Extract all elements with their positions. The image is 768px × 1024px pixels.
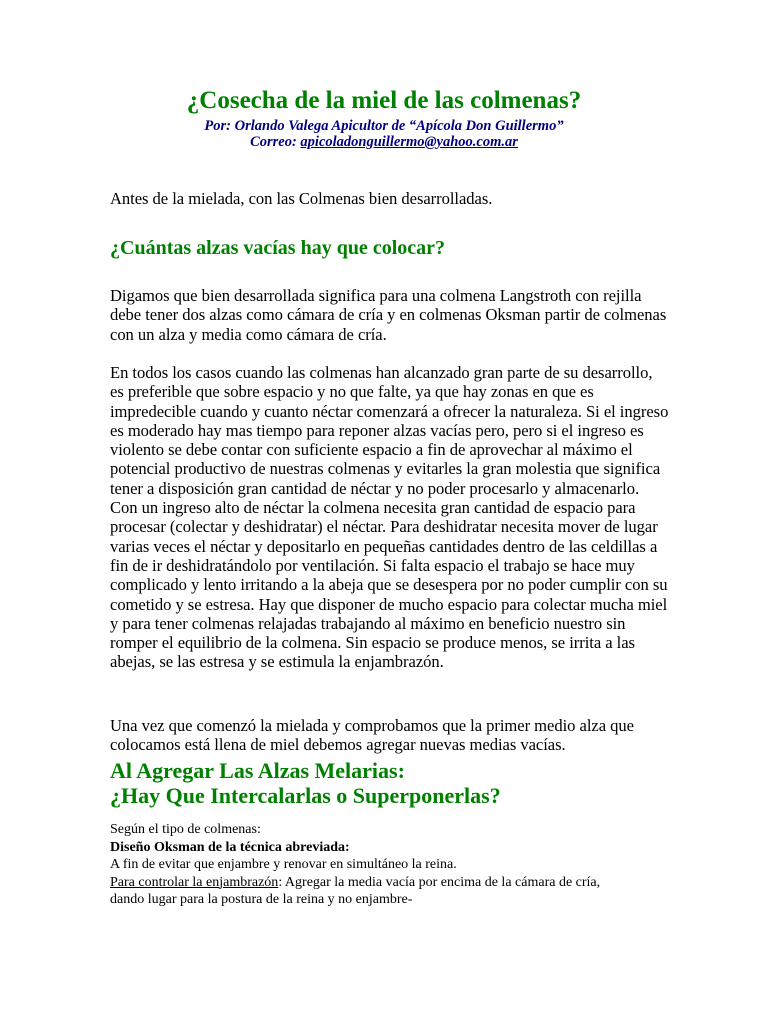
section-intro: Según el tipo de colmenas:: [110, 822, 261, 837]
control-line: [110, 874, 680, 892]
heading-alzas-vacias: ¿Cuántas alzas vacías hay que colocar?: [110, 237, 445, 259]
email-link[interactable]: apicoladonguillermo@yahoo.com.ar: [300, 134, 518, 150]
heading-agregar-alzas: [110, 758, 730, 808]
paragraph-desarrollada: Digamos que bien desarrollada significa para una colmena Langstroth con rejilla debe tener dos alzas como cámara de cría y en colmenas Oksman partir de colmenas con un alza y media como cámara de cría.: [110, 286, 667, 344]
control-line-2: dando lugar para la postura de la reina y no enjambre-: [110, 892, 413, 907]
paragraph-espacio: En todos los casos cuando las colmenas han alcanzado gran parte de su desarrollo, es preferible que sobre espacio y no que falte, ya que hay zonas en que es impredecible cuando y cuanto néctar comenzará a ofrecer la naturaleza. Si el ingreso es moderado hay mas tiempo para reponer alzas vacías pero, pero si el ingreso es violento se debe contar con suficiente espacio a fin de aprovechar al máximo el potencial productivo de nuestras colmenas y evitarles la gran molestia que significa tener a disposición gran cantidad de néctar y no poder procesarlo y almacenarlo. Con un ingreso alto de néctar la colmena necesita gran cantidad de espacio para procesar (colectar y deshidratar) el néctar. Para deshidratar necesita mover de lugar varias veces el néctar y depositarlo en pequeñas cantidades dentro de las celdillas a fin de ir deshidratándolo por ventilación. Si falta espacio el trabajo se hace muy complicado y lento irritando a la abeja que se desespera por no poder cumplir con su cometido y se estresa. Hay que disponer de mucho espacio para colectar mucha miel y para tener colmenas relajadas trabajando al máximo en beneficio nuestro sin romper el equilibrio de la colmena. Sin espacio se produce menos, se irrita a las abejas, se las estresa y se estimula la enjambrazón.: [110, 363, 669, 672]
control-text: : Agregar la media vacía por encima de la cámara de cría,: [278, 874, 601, 890]
heading-agregar-line-1: Al Agregar Las Alzas Melarias:: [110, 758, 405, 783]
purpose-line: A fin de evitar que enjambre y renovar en simultáneo la reina.: [110, 857, 457, 872]
paragraph-mielada: Una vez que comenzó la mielada y comprobamos que la primer medio alza que colocamos está llena de miel debemos agregar nuevas medias vacías.: [110, 716, 634, 755]
intro-paragraph: Antes de la mielada, con las Colmenas bien desarrolladas.: [110, 189, 493, 208]
control-label: Para controlar la enjambrazón: [110, 874, 279, 890]
document-title: ¿Cosecha de la miel de las colmenas?: [186, 87, 582, 114]
subheading-oksman: Diseño Oksman de la técnica abreviada:: [110, 839, 350, 855]
heading-agregar-line-2: ¿Hay Que Intercalarlas o Superponerlas?: [110, 783, 501, 808]
email-line: [0, 134, 768, 151]
author-line: Por: Orlando Valega Apicultor de “Apícola Don Guillermo”: [204, 118, 564, 134]
oksman-section: [110, 821, 680, 909]
email-label: Correo:: [250, 134, 301, 150]
